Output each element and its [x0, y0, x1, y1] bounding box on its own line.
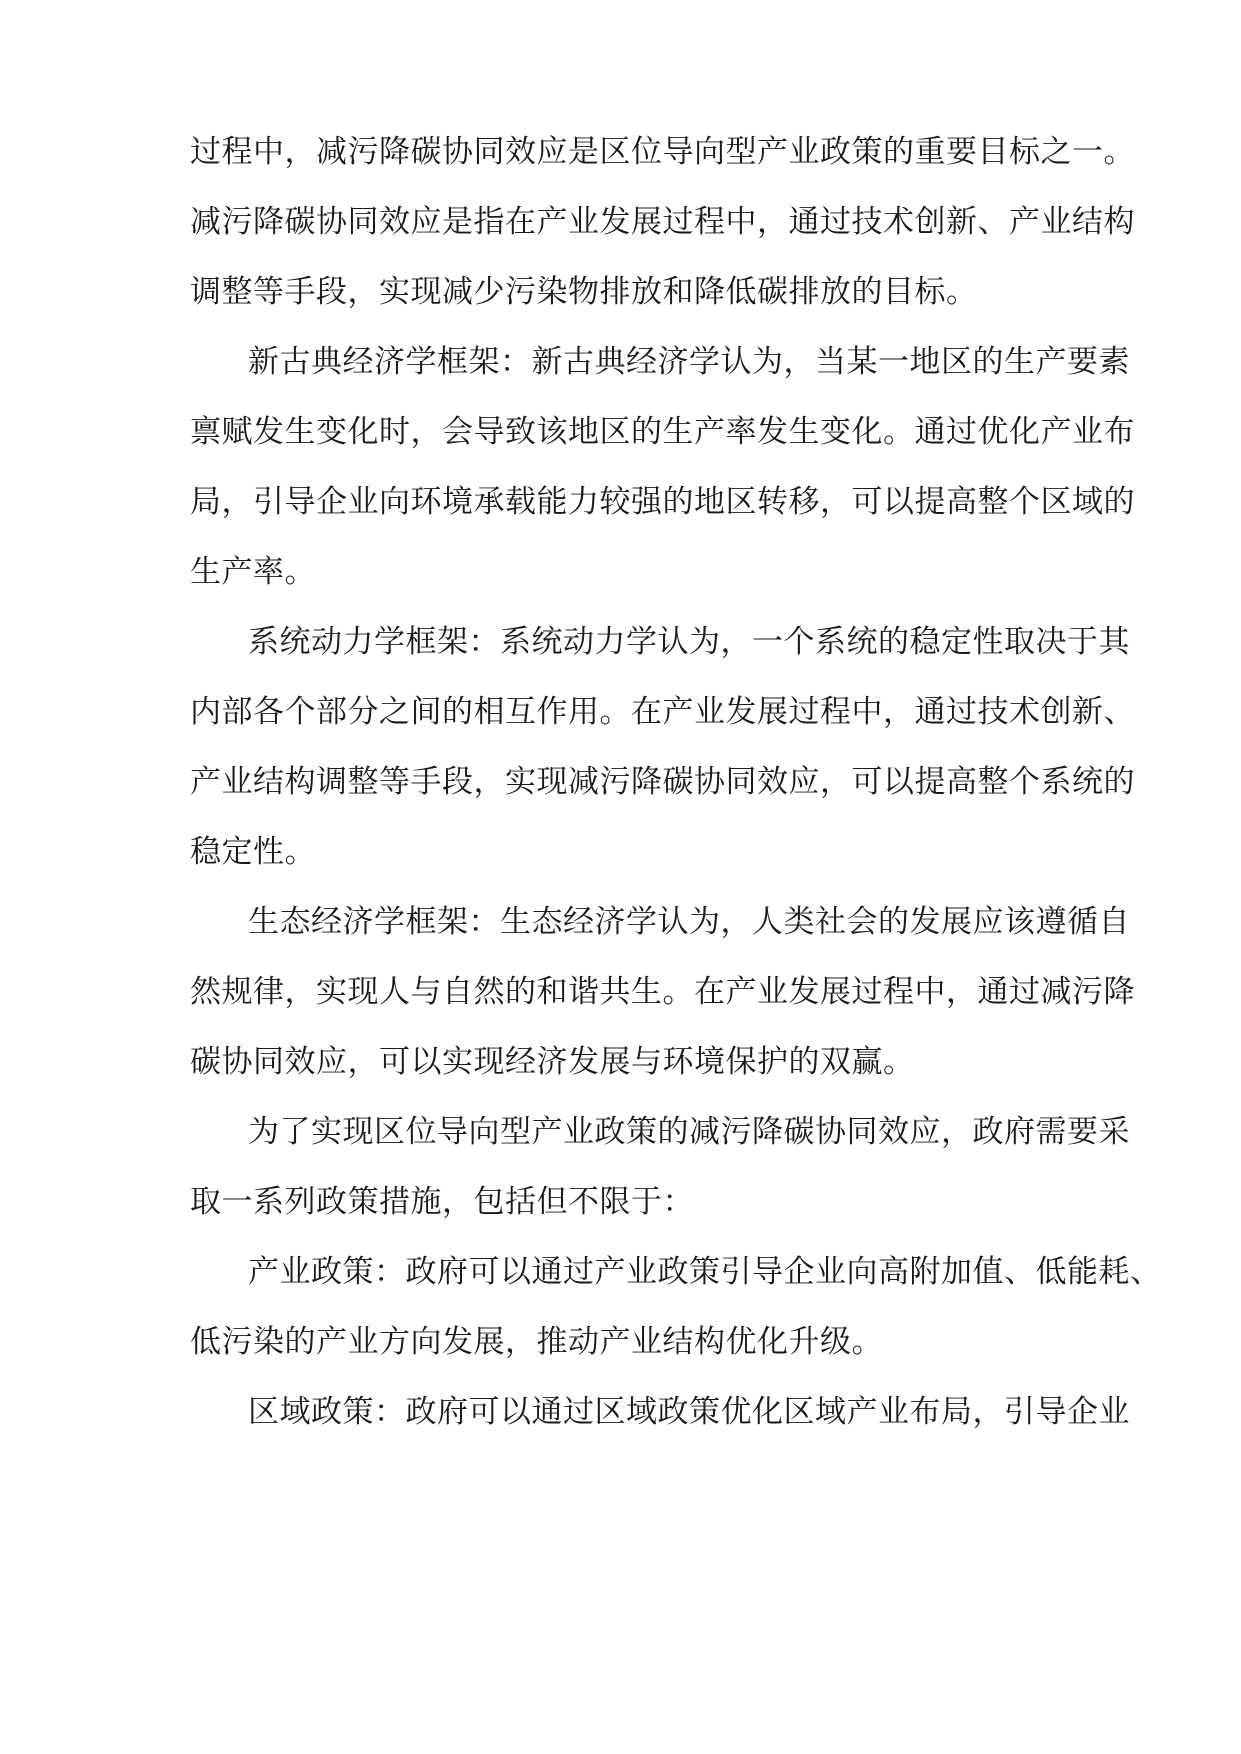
paragraph-start-line: 区域政策：政府可以通过区域政策优化区域产业布局，引导企业 [248, 1394, 1130, 1430]
text-line: 过程中，减污降碳协同效应是区位导向型产业政策的重要目标之一。 [190, 134, 1135, 170]
text-line: 稳定性。 [190, 834, 316, 870]
paragraph-start-line: 生态经济学框架：生态经济学认为，人类社会的发展应该遵循自 [248, 904, 1130, 940]
text-line: 碳协同效应，可以实现经济发展与环境保护的双赢。 [190, 1044, 915, 1080]
text-line: 禀赋发生变化时，会导致该地区的生产率发生变化。通过优化产业布 [190, 414, 1135, 450]
text-line: 取一系列政策措施，包括但不限于： [190, 1184, 694, 1220]
text-line: 调整等手段，实现减少污染物排放和降低碳排放的目标。 [190, 274, 978, 310]
text-line: 局，引导企业向环境承载能力较强的地区转移，可以提高整个区域的 [190, 484, 1135, 520]
paragraph-start-line: 为了实现区位导向型产业政策的减污降碳协同效应，政府需要采 [248, 1114, 1130, 1150]
text-line: 内部各个部分之间的相互作用。在产业发展过程中，通过技术创新、 [190, 694, 1135, 730]
text-line: 减污降碳协同效应是指在产业发展过程中，通过技术创新、产业结构 [190, 204, 1135, 240]
text-line: 生产率。 [190, 554, 316, 590]
text-line: 产业结构调整等手段，实现减污降碳协同效应，可以提高整个系统的 [190, 764, 1135, 800]
text-line: 然规律，实现人与自然的和谐共生。在产业发展过程中，通过减污降 [190, 974, 1135, 1010]
text-line: 低污染的产业方向发展，推动产业结构优化升级。 [190, 1324, 883, 1360]
paragraph-start-line: 产业政策：政府可以通过产业政策引导企业向高附加值、低能耗、 [248, 1254, 1162, 1290]
paragraph-start-line: 新古典经济学框架：新古典经济学认为，当某一地区的生产要素 [248, 344, 1130, 380]
paragraph-start-line: 系统动力学框架：系统动力学认为，一个系统的稳定性取决于其 [248, 624, 1130, 660]
